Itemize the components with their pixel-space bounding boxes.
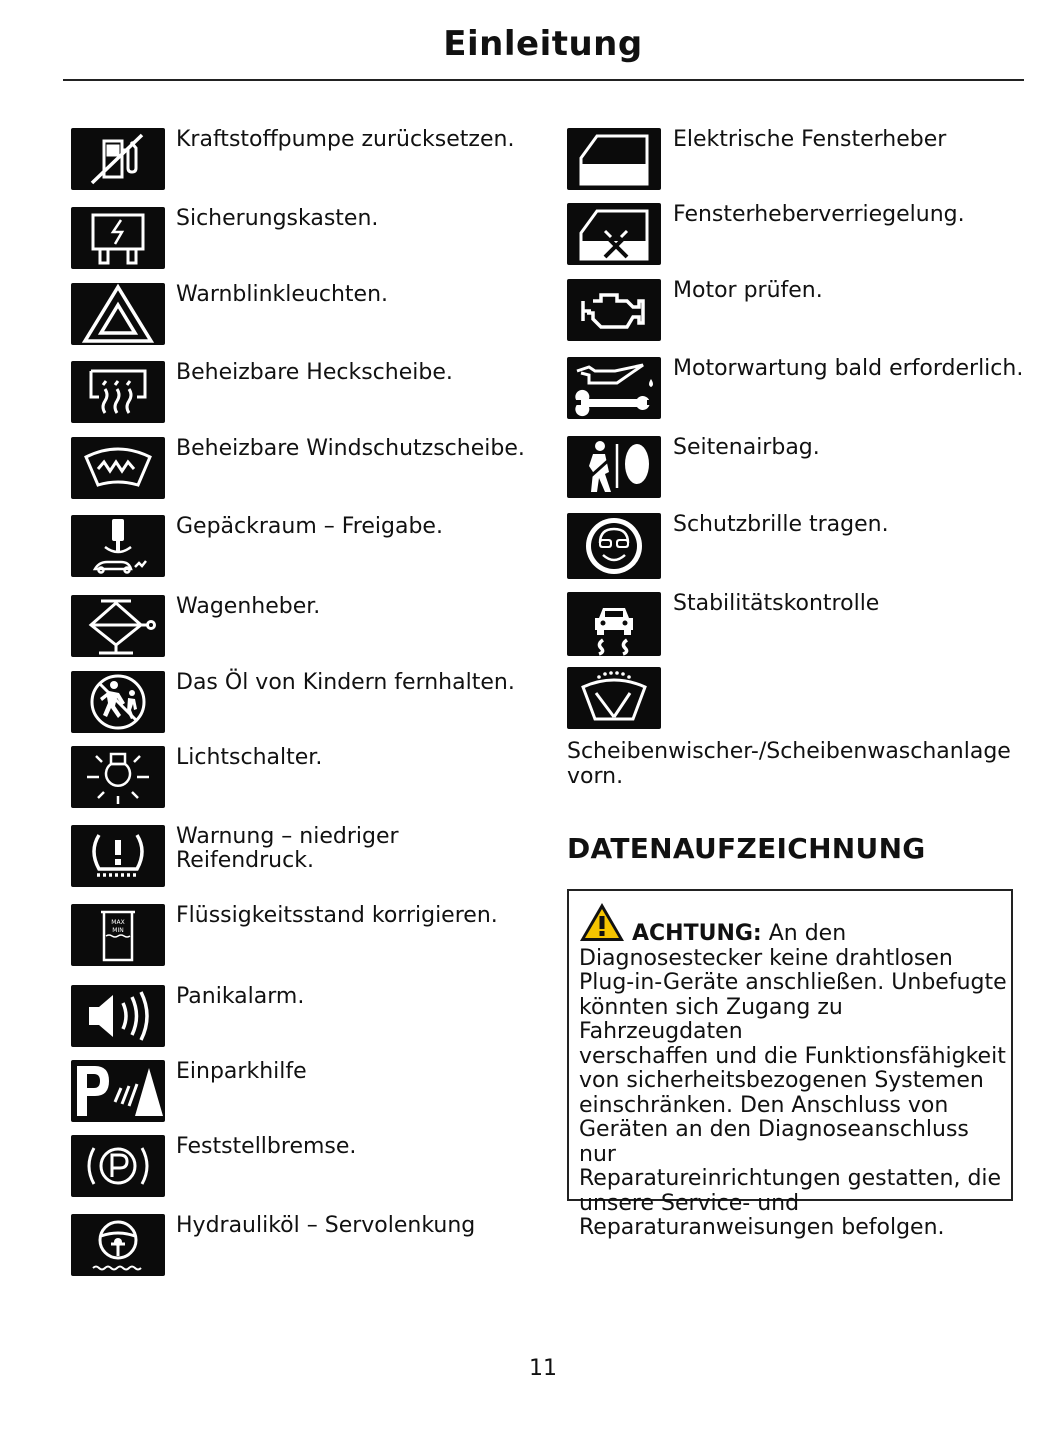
window-lock-icon xyxy=(567,203,661,265)
list-item-label: Gepäckraum – Freigabe. xyxy=(176,514,443,539)
list-item-label: Elektrische Fensterheber xyxy=(673,127,947,152)
stability-control-icon xyxy=(567,592,661,656)
list-item-label: Schutzbrille tragen. xyxy=(673,512,889,537)
check-engine-icon xyxy=(567,279,661,341)
fluid-max-text: MAX xyxy=(111,919,125,926)
list-item-label: Warnblinkleuchten. xyxy=(176,282,389,307)
list-item-label: Stabilitätskontrolle xyxy=(673,591,880,616)
list-item-label: Einparkhilfe xyxy=(176,1059,307,1084)
engine-service-icon xyxy=(567,357,661,419)
page-title: Einleitung xyxy=(443,24,643,64)
parking-aid-icon xyxy=(71,1060,165,1122)
list-item-label: Lichtschalter. xyxy=(176,745,323,770)
list-item-label: Sicherungskasten. xyxy=(176,206,379,231)
heated-windshield-icon xyxy=(71,437,165,499)
fuel-pump-reset-icon xyxy=(71,128,165,190)
header-divider xyxy=(63,79,1024,81)
list-item-label: Beheizbare Windschutzscheibe. xyxy=(176,436,525,461)
list-item-label: Motorwartung bald erforderlich. xyxy=(673,356,1024,381)
list-item-label: Feststellbremse. xyxy=(176,1134,357,1159)
list-item-label: Wagenheber. xyxy=(176,594,321,619)
fluid-min-text: MIN xyxy=(112,927,124,934)
section-heading: DATENAUFZEICHNUNG xyxy=(567,832,926,865)
warning-line: verschaffen und die Funktionsfähigkeit xyxy=(579,1043,1006,1069)
list-item-label: Seitenairbag. xyxy=(673,435,820,460)
wiper-description-line: vorn. xyxy=(567,764,624,789)
list-item-label: Kraftstoffpumpe zurücksetzen. xyxy=(176,127,515,152)
warning-line: einschränken. Den Anschluss von xyxy=(579,1092,949,1118)
power-window-icon xyxy=(567,128,661,190)
jack-icon xyxy=(71,595,165,657)
warning-line: An den xyxy=(768,921,847,946)
warning-label: ACHTUNG: xyxy=(632,921,762,946)
list-item-label: Beheizbare Heckscheibe. xyxy=(176,360,453,385)
warning-line: Diagnosestecker keine drahtlosen xyxy=(579,945,953,971)
warning-line: Reparatureinrichtungen gestatten, die xyxy=(579,1166,1002,1191)
wiper-description-line: Scheibenwischer-/Scheibenwaschanlage xyxy=(567,739,1011,764)
list-item-label: Warnung – niedriger xyxy=(176,824,399,849)
list-item-label: Panikalarm. xyxy=(176,984,305,1009)
page-number: 11 xyxy=(529,1356,557,1381)
windshield-wiper-icon xyxy=(567,667,661,729)
warning-line: könnten sich Zugang zu Fahrzeugdaten xyxy=(579,994,843,1044)
fluid-level-icon xyxy=(71,904,165,966)
parking-brake-icon xyxy=(71,1135,165,1197)
panic-alarm-icon xyxy=(71,985,165,1047)
trunk-release-icon xyxy=(71,515,165,577)
list-item-label: Das Öl von Kindern fernhalten. xyxy=(176,670,515,695)
heated-rear-window-icon xyxy=(71,361,165,423)
list-item-label: Fensterheberverriegelung. xyxy=(673,202,965,227)
list-item-label: Flüssigkeitsstand korrigieren. xyxy=(176,903,498,928)
side-airbag-icon xyxy=(567,436,661,498)
warning-line: Reparaturanweisungen befolgen. xyxy=(579,1215,945,1240)
light-switch-icon xyxy=(71,746,165,808)
warning-line: unsere Service- und xyxy=(579,1190,800,1216)
list-item-label-continued: Reifendruck. xyxy=(176,848,314,873)
warning-text xyxy=(579,922,1009,1241)
safety-goggles-icon xyxy=(567,513,661,579)
wiper-description xyxy=(567,739,1011,789)
low-tire-pressure-icon xyxy=(71,825,165,887)
warning-line: Plug-in-Geräte anschließen. Unbefugte xyxy=(579,970,1007,995)
warning-line: von sicherheitsbezogenen Systemen xyxy=(579,1068,984,1093)
warning-box xyxy=(567,889,1013,1240)
keep-away-from-children-icon xyxy=(71,671,165,733)
hazard-warning-icon xyxy=(71,283,165,345)
warning-line: Geräten an den Diagnoseanschluss nur xyxy=(579,1117,969,1167)
list-item-label: Hydrauliköl – Servolenkung xyxy=(176,1213,476,1238)
power-steering-fluid-icon xyxy=(71,1214,165,1276)
list-item-label: Motor prüfen. xyxy=(673,278,823,303)
fuse-box-icon xyxy=(71,207,165,269)
